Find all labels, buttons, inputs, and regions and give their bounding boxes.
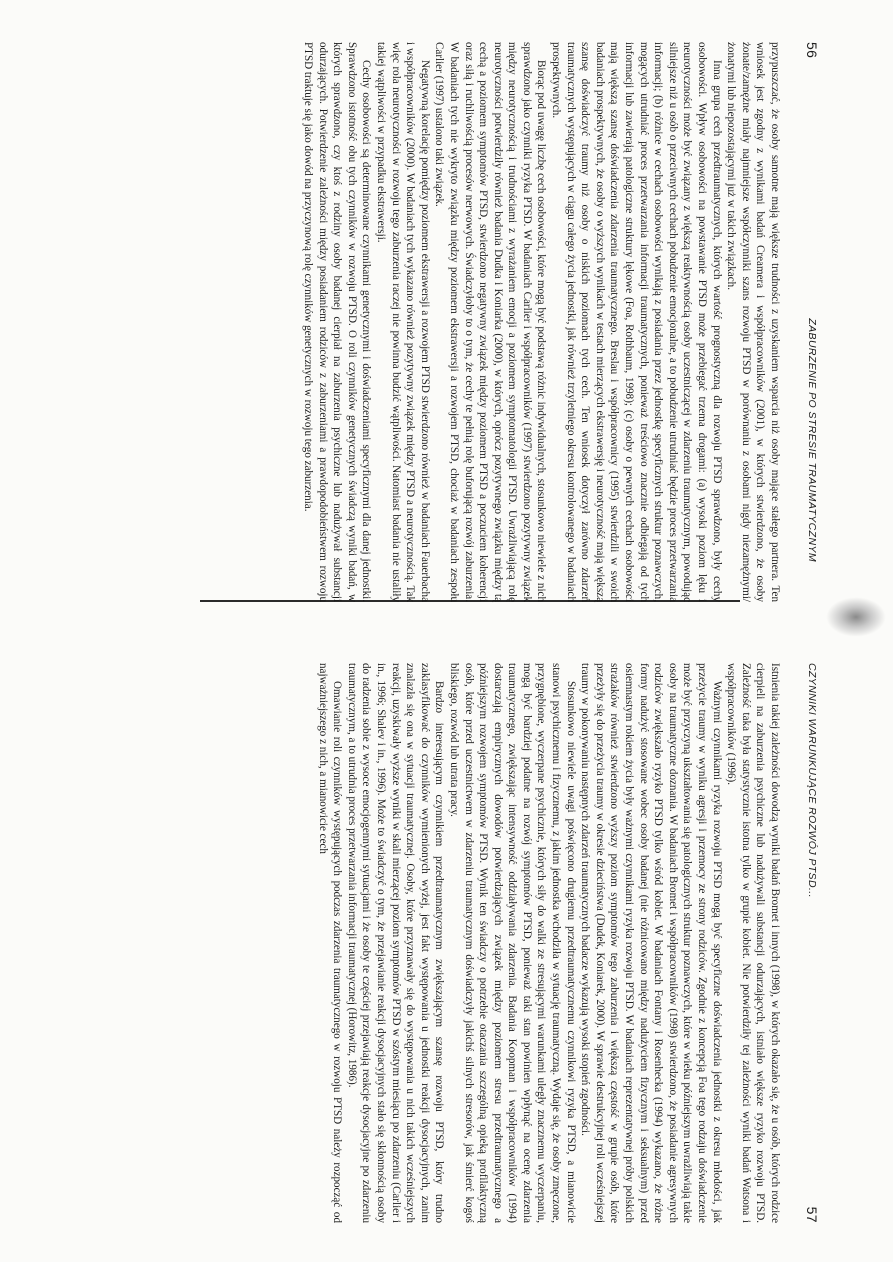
body-text xyxy=(68,663,782,1223)
right-page xyxy=(68,663,820,1223)
running-head: ZABURZENIE PO STRESIE TRAUMATYCZNYM xyxy=(806,318,818,562)
page-header xyxy=(796,663,820,1223)
body-text xyxy=(68,42,782,602)
paragraph: Bardzo interesującym czynnikiem przedtraumatycznym zwiększającym szansę rozwoju PTSD, który trudno zaklasyfikować do czynników wymienionych wyżej, jest fakt występowania u jednostki reakcji dysocjacyjnych, zanim znalazła się ona w sytuacji traumatycznej. Osoby, które przyznawały się do występowania u nich takich wcześniejszych reakcji, uzyskiwały wyższe wyniki w skali mierzącej poziom symptomów PTSD w szóstym miesiącu po zdarzeniu (Carlier i in., 1996; Shalev i in., 1996). Może to świadczyć o tym, że przejawianie reakcji dysocjacyjnych stało się skłonnością osoby do radzenia sobie z wysoce emocjogennymi sytuacjami i że osoby te częściej przejawiają reakcje dysocjacyjne po zdarzeniu traumatycznym, a to utrudnia proces przetwarzania informacji traumatycznej (Horowitz, 1986). xyxy=(345,663,446,1223)
paragraph: Inna grupa cech przedtraumatycznych, których wartość prognostyczną dla rozwoju PTSD sprawdzono, były cechy osobowości. Wpływ osobowości na powstawanie PTSD może przebiegać trzema drogami: (a) wysoki poziom lęku i neurotyczności może być związany z większą reaktywnością osoby uczestniczącej w zdarzeniu traumatycznym, powodując silniejsze niż u osób o przeciwnych cechach pobudzenie emocjonalne, a to pobudzenie utrudniać będzie proces przetwarzania informacji; (b) różnice w cechach osobowości wynikają z posiadania przez jednostkę specyficznych struktur poznawczych, mogących utrudniać proces przetwarzania informacji traumatycznych, ponieważ treściowo znacznie odbiegają od tych informacji lub zawierają patologiczne struktury lękowe (Foa, Rothbaum, 1998); (c) osoby o pewnych cechach osobowości mają większą szansę doświadczenia zdarzenia traumatycznego. Breslau i współpracownicy (1995) stwierdzili w swoich badaniach prospektywnych, że osoby o wyższych wynikach w testach mierzących ekstrawersję i neurotyczność mają większą szansę doświadczyć traumy niż osoby o niskich poziomach tych cech. Ten wniosek dotyczył zarówno zdarzeń traumatycznych występujących w ciągu całego życia jednostki, jak również trzyletniego okresu kontrolowanego w badaniach prospektywnych. xyxy=(550,42,723,602)
paragraph: Biorąc pod uwagę liczbę cech osobowości, które mogą być podstawą różnic indywidualnych, stosunkowo niewiele z nich sprawdzono jako czynniki ryzyka PTSD. W badaniach Carlier i współpracowników (1997) stwierdzono pozytywny związek między neurotycznością i trudnościami z wyrażaniem emocji a poziomem symptomatologii PTSD. Uwrażliwiającą rolę neurotyczności potwierdziły również badania Dudka i Koniarka (2000), w których, oprócz pozytywnego związku między tą cechą a poziomem symptomów PTSD, stwierdzono negatywny związek między poziomem PTSD a poczuciem koherencji oraz siłą i ruchliwością procesów nerwowych. Świadczyłoby to o tym, że cechy te pełnią rolę buforującą rozwój zaburzenia. W badaniach tych nie wykryto związku między poziomem ekstrawersji a rozwojem PTSD, chociaż w badaniach zespołu Carlier (1997) ustalono taki związek. xyxy=(433,42,548,602)
paragraph: Stosunkowo niewiele uwagi poświęcono drugiemu przedtraumatycznemu czynnikowi ryzyka PTSD, a mianowicie stanowi psychicznemu i fizycznemu, z jakim jednostka wchodziła w sytuację traumatyczną. Wydaje się, że osoby zmęczone, przygnębione, wyczerpane psychicznie, których siły do walki ze stresującymi warunkami uległy znacznemu wyczerpaniu, mogą być bardziej podatne na rozwój symptomów PTSD, ponieważ taki stan powinien wpłynąć na ocenę zdarzenia traumatycznego, zwiększając intensywność oddziaływania zdarzenia. Badania Koopman i współpracowników (1994) dostarczają empirycznych dowodów potwierdzających związek między poziomem stresu przedtraumatycznego a późniejszym rozwojem symptomów PTSD. Wynik ten świadczy o potrzebie otaczania szczególną opieką profilaktyczną osób, które przed uczestnictwem w zdarzeniu traumatycznym doświadczyły jakichś silnych stresorów, jak śmierć kogoś bliskiego, rozwód lub utrata pracy. xyxy=(447,663,577,1223)
paragraph: Istnienia takiej zależności dowodzą wyniki badań Bromet i innych (1998), w których okazało się, że u osób, których rodzice cierpieli na zaburzenia psychiczne lub nadużywali substancji odurzających, istniało większe ryzyko rozwoju PTSD. Zależność taka była statystycznie istotna tylko w grupie kobiet. Nie potwierdziły tej zależności wyniki badań Watsona i współpracowników (1996). xyxy=(725,663,781,1223)
paragraph: przypuszczać, że osoby samotne mają większe trudności z uzyskaniem wsparcia niż osoby mające stałego partnera. Ten wniosek jest zgodny z wynikami badań Creamera i współpracowników (2001), w których stwierdzono, że osoby żonate/zamężne miały najmniejsze współczynniki szans rozwoju PTSD w porównaniu z osobami nigdy niezamężnymi/żonatymi lub niepozostającymi już w takich związkach. xyxy=(725,42,781,602)
binding-shadow xyxy=(826,597,886,637)
page-header xyxy=(796,42,820,602)
left-page xyxy=(68,42,820,602)
paragraph: Cechy osobowości są determinowane czynnikami genetycznymi i doświadczeniami specyficznymi dla danej jednostki. Sprawdzono istotność obu tych czynników w rozwoju PTSD. O roli czynników genetycznych świadczą wyniki badań, w których sprawdzono, czy ktoś z rodziny osoby badanej cierpiał na zaburzenia psychiczne lub nadużywał substancji odurzających. Potwierdzenie zależności między posiadaniem rodziców z zaburzeniami a prawdopodobieństwem rozwoju PTSD traktuje się jako dowód na przyczynową rolę czynników genetycznych w rozwoju tego zaburzenia. xyxy=(302,42,373,602)
paragraph: Omawianie roli czynników występujących podczas zdarzenia traumatycznego w rozwoju PTSD należy rozpocząć od najważniejszego z nich, a mianowicie cech xyxy=(316,663,344,1223)
page-number: 57 xyxy=(804,1206,820,1223)
paragraph: Negatywną korelację pomiędzy poziomem ekstrawersji a rozwojem PTSD stwierdzono również w badaniach Fauerbacha i współpracowników (2000). W badaniach tych wykazano również pozytywny związek między PTSD a neurotycznością. Tak więc rola neurotyczności w rozwoju tego zaburzenia raczej nie powinna budzić wątpliwości. Natomiast badania nie ustaliły takiej wątpliwości w przypadku ekstrawersji. xyxy=(374,42,431,602)
running-head: CZYNNIKI WARUNKUJĄCE ROZWÓJ PTSD... xyxy=(806,663,818,898)
paragraph: Ważnymi czynnikami ryzyka rozwoju PTSD mogą być specyficzne doświadczenia jednostki z okresu młodości, jak przeżycie traumy w wyniku agresji i przemocy ze strony rodziców. Zgodnie z koncepcją Foa tego rodzaju doświadczenie może być przyczyną ukształtowania się patologicznych struktur poznawczych, które w wieku późniejszym uwrażliwiają takie osoby na traumatyczne doznania. W badaniach Bromet i współpracowników (1998) stwierdzono, że posiadanie agresywnych rodziców zwiększało ryzyko PTSD tylko wśród kobiet. W badaniach Fontany i Rosenhecka (1994) wykazano, że różne formy nadużyć stosowane wobec osoby badanej (nie różnicowano między nadużyciem fizycznym i seksualnym) przed osiemnastym rokiem życia były ważnymi czynnikami ryzyka rozwoju PTSD. W badaniach reprezentatywnej próby polskich strażaków również stwierdzono wyższy poziom symptomów tego zaburzenia i większą częstość w grupie osób, które przeżyły się do przeżycia traumy w okresie dzieciństwa (Dudek, Koniarek, 2000). W sprawie destrukcyjnej roli wcześniejszej traumy w pokonywaniu następnych zdarzeń traumatycznych badacze wykazują wysoki stopień zgodności. xyxy=(579,663,723,1223)
page-number: 56 xyxy=(804,42,820,59)
